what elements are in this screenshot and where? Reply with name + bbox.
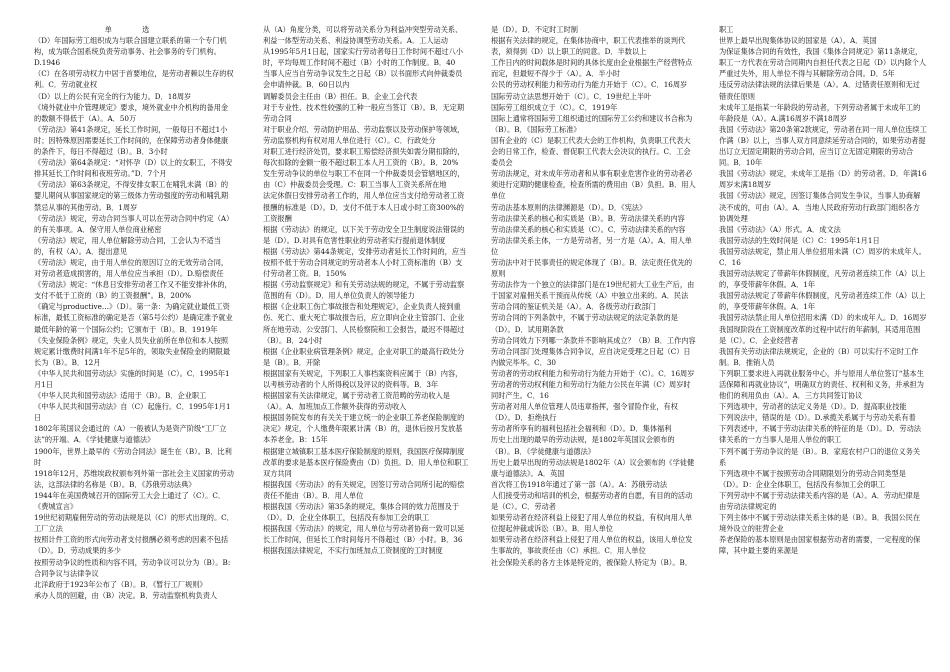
question-item: 职工 [719,25,734,34]
question-item: 劳动法律关系主体，一方是劳动者，另一方是（A）。A．用人单位 [491,235,692,256]
question-item: 劳动合同的鉴证机关是（A）。A．各级劳动行政部门 [491,302,656,312]
question-item: 对于专业性、技术性较强的工种一般应当签订（B）。B．无定期劳动合同 [263,102,465,123]
question-item: 劳动者所享有的福利包括社会福利和（D）。D．集体福利 [491,424,672,434]
question-item: 我国《劳动法》第20条第2款规定，劳动者在同一用人单位连续工作满（B）以上，当事人双方同意续延劳动合同的，如果劳动者提出订立无固定期限的劳动合同，应当订立无固定期限的劳动合同。B．10年 [719,124,927,168]
question-item: 劳动法作为一个独立的法律部门是在19世纪初大工业生产后，由于国家对雇佣关系干预而从传统（A）中独立出来的。A．民法 [491,280,695,301]
question-item: 劳动合同效力下列哪一条款并不影响其成立？（B）B．工作内容 [491,335,696,345]
question-item: 根据《企业职工伤亡事故报告和处理规定》，企业负责人接到重伤、死亡、重大死亡事故报告后，应立即向企业主管部门、企业所在地劳动、公安部门、人民检察院和工会报告，最迟不得超过（B）。B．24小时 [263,302,465,345]
question-item: 下列职工要求进入再就业服务中心，并与原用人单位签订“基本生活保障和再就业协议”，明确双方的责任、权利和义务，并承担为他们的利用负由（A）。A．三方共同签订协议 [719,368,924,401]
question-item: 《失业保险条例》规定，失业人员失业前所在单位和本人按照规定累计缴费时间满1年不足5年的，领取失业保险金的期限最长为（B）。B．12月 [34,335,231,367]
question-item: 劳动合同的下列条款中，不属于劳动法规定的法定条款的是（D）。D．试用期条款 [491,313,678,334]
question-item: 养老保险的基本原则是由国家根据劳动者的需要，一定程度的保障，其中最主要的来源是 [719,535,921,556]
question-item: 《劳动法》规定，由于用人单位的原因订立的无效劳动合同，对劳动者造成损害的，用人单位应当承担（D）。D.赔偿责任 [34,257,229,279]
question-item: 国际上通常将国际劳工组织通过的国际劳工公约和建议书合称为（B）。B．《国际劳工标准》 [491,113,693,134]
text-column-3 [491,24,697,664]
question-item: 对职工进行经济处罚，要求职工赔偿经济损失如需分期扣除的，每次扣除的金额一般不超过职工本人月工资的（B）。B．20% [263,147,465,168]
question-item: 下列选项中不属于按照劳动合同期限划分的劳动合同类型是（D）。D：企业全体职工，包括没有参加工会的职工 [719,468,906,489]
question-item: 如果劳动者在经济利益上侵犯了用人单位的权益，有权向用人单位提起仲裁或诉讼（B）。B．用人单位 [491,513,693,534]
question-item: 劳动者对用人单位管理人员违章指挥，强令冒险作业，有权（D）。D．拒绝执行 [491,402,678,423]
document-title: 单 选 [104,25,164,34]
question-item: 下列不属于劳动争议的是（B）。B．家庭农村户口的退位义务关系 [719,446,921,467]
question-item: 从1995年5月1日起，国家实行劳动者每日工作时间不超过八小时，平均每周工作时间不超过（B）小时的工作制度。B．40 [263,47,463,68]
question-item: 国际劳动立法思想开始于（C）。C．19世纪上半叶 [491,91,652,101]
question-item: 我国劳动法规定了带薪年休假制度，凡劳动者连续工作（A）以上的，享受带薪年休假。A．1年 [719,269,926,290]
question-item: 根据我国《劳动法》的有关规定，因签订劳动合同所引起的赔偿责任不能由（B）。B．用人单位 [263,479,465,500]
question-item: （D）以上的公民有完全的行为能力。D．18周岁 [34,91,192,101]
question-item: 劳动者的劳动权利能力和劳动行为能力公民在年满（C）周岁时同时产生。C．16 [491,380,691,401]
question-item: 人们接受劳动和培训的机会，根据劳动者的自愿，有目的的活动是（C）。C．劳动者 [491,490,693,512]
text-column-2 [263,24,469,664]
question-item: 世界上最早出现集体协议的国家是（A）。A．英国 [719,36,877,46]
question-item: 根据《劳动监察规定》和有关劳动法规的规定，不属于劳动监察范围的有（D）。D．用人单位负责人的领导能力 [263,280,465,301]
question-item: 国际劳工组织成立于（C）。C．1919年 [491,102,618,112]
question-item: 我国劳动法禁止用人单位招用未满（D）的未成年人。D．16周岁 [719,313,927,323]
question-item: 我国劳动法规定了带薪年休假制度，凡劳动者连续工作（A）以上的，享受带薪年休假。A．1年 [719,291,926,312]
question-item: 19世纪初期雇佣劳动的劳动法规是以（C）的形式出现的。C．工厂立法 [34,513,234,534]
question-item: 根据国家有关规定，下列职工人事档案资料应属于（B）内容，以考核劳动者的个人所得税以及评议的资料等。B．3年 [263,368,463,389]
question-item: 1900年，世界上最早的《劳动合同法》诞生在（B）。B．比利时 [34,446,232,467]
question-item: 根据我国法律规定，不实行加班加点工资制度的工时制度 [263,546,443,556]
question-item: 北洋政府于1923年公布了（B）。B．《暂行工厂规则》 [34,579,207,589]
question-item: 《劳动法》第64条规定：“对怀孕（D）以上的女职工，不得安排其延长工作时间和夜班劳动。”D．7个月 [34,158,233,179]
question-item: 劳动者的劳动权利能力和劳动行为能力开始于（C）。C．16周岁 [491,368,695,378]
question-item: 国有企业的（C）是职工代表大会的工作机构，负责职工代表大会的日常工作，检查、督促职工代表大会决议的执行。C．工会委员会 [491,135,691,168]
question-item: 当事人应当自劳动争议发生之日起（B）以书面形式向仲裁委员会申请仲裁。B．60日以内 [263,69,463,90]
question-item: 劳动法基本原则的法律渊源是（D）。D．《宪法》 [491,202,647,212]
text-column-1 [34,24,234,664]
question-item: 调解委员会主任由（B）担任。B．企业工会代表 [263,91,418,101]
question-item: 下列选项中，劳动者的法定义务是（D）。D．提高职业技能 [719,402,907,412]
question-item: 《中华人民共和国劳动法》实施的时间是（C）。C．1995年1月1日 [34,368,230,389]
question-item: 公民的劳动权利能力和劳动行为能力开始于（C）。C．16周岁 [491,80,688,90]
question-item: 我国有关劳动法律法规规定，企业的（B）可以实行不定时工作制。B．推销人员 [719,346,919,367]
question-item: 下列表述中，不属于劳动法律关系的特征的是（D）。D．劳动法律关系的一方当事人是用人单位的职工 [719,424,921,445]
question-item: 1918年12月，苏维埃政权颁布列外第一部社会主义国家的劳动法，这部法律的名称是（B）。B．《苏俄劳动法典》 [34,468,234,489]
question-item: 劳动法律关系的核心和实质是（B）。B．劳动法律关系的内容 [491,213,685,223]
question-item: 我国《劳动法》规定，未成年工是指（D）的劳动者。D．年满16周岁未满18周岁 [719,169,927,190]
question-item: 《境外就业中介管理规定》要求，境外就业中介机构的备用金的数额不得低于（A）。A．50万 [34,102,229,123]
question-item: 违反劳动法律法规的法律后果是（A）。A．过错责任原则和无过错责任原则 [719,80,920,101]
question-item: 《劳动法》规定：“休息日安排劳动者工作又不能安排补休的，支付不低于工资的（B）的工资报酬”。B．200% [34,280,232,301]
question-item: 根据我国《劳动法》的规定，用人单位与劳动者协商一致可以延长工作时间，但延长工作时间每月不得超过（B）小时。B．36 [263,524,465,545]
question-item: 工作日内的时间载体是时间的具体长度由企业根据生产经营特点而定，但最短不得少于（A）。A．半小时 [491,58,693,79]
question-item: 历史上最早出现的劳动法规是1802年（A）议会颁布的《学徒健康与道德法》。A．英国 [491,457,695,478]
question-item: 《劳动法》规定，劳动合同当事人可以在劳动合同中约定（A）的有关事项。A．保守用人单位商业秘密 [34,213,234,234]
question-item: （C）在各项劳动权力中居于首要地位，是劳动者赖以生存的权利。C．劳动就业权 [34,69,234,90]
question-item: 发生劳动争议的单位与职工不在同一个仲裁委员会管辖地区的，由（C）仲裁委员会受理。C：职工当事人工资关系所在地 [263,169,465,190]
question-item: 下列说法中，错误的是（D）。D.承揽关系属于与劳动关系有着 [719,413,916,423]
question-item: （D）年国际劳工组织成为与联合国建立联系的第一个专门机构，成为联合国系统负责劳动事务、社会事务的专门机构。D.1946 [34,36,227,68]
question-item: 根据《劳动法》第44条规定，安排劳动者延长工作时间的，应当按照不低于劳动合同规定的劳动者本人小时工资标准的（B）支付劳动者工资。B．150% [263,246,467,279]
question-item: 法定休假日安排劳动者工作的，用人单位应当支付给劳动者工资报酬的标准是（D）。D．支付不低于本人日或小时工资300%的工资报酬 [263,191,465,223]
question-item: 根据有关法律的规定，在集体协商中，职工代表推举的谈判代表，须得到（D）以上职工的同意。D．半数以上 [491,36,686,57]
question-item: 根据我国《劳动法》第35条的规定，集体合同的效力范围及于（D）。D．企业全体职工，包括没有参加工会的职工 [263,502,460,523]
question-item: 劳动法律关系的核心和实质是（C）。C．劳动法律关系的内容 [491,224,686,234]
question-item: 《确定与productive…》（D）。第一条：为确定就业最低工资标准，最低工资标准的确定是否（第5号公约）是确定准予就业最低年龄的第一个国际公约；它颁布于（B）。B．1919年 [34,302,233,334]
question-item: 劳动合同部门处理集体合同争议，应自决定受理之日起（C）日内做完毕毕。C．30 [491,346,691,367]
question-item: 承办人员的回避，由（B）决定。B．劳动监察机构负责人 [34,590,218,600]
question-item: 下列主体中不属于劳动法律关系主体的是（B）。B．我国公民在境外设立的驻营企业 [719,513,921,534]
question-item: 《劳动法》规定，用人单位解除劳动合同，工会认为不适当的，有权（A）。A．提出意见 [34,235,221,256]
question-item: 按照劳动争议的性质和内容不同，劳动争议可以分为（B）。B:合同争议与法律争议 [34,557,231,578]
question-item: 《劳动法》第41条规定，延长工作时间，一般每日不超过1小时；因特殊原因需要延长工作时间的，在保障劳动者身体健康的条件下，每日不得超过（B）。B．3小时 [34,124,229,157]
question-item: 如果劳动者在经济利益上侵犯了用人单位的权益，该用人单位发生事故的，事故责任由（C）承担。C．用人单位 [491,535,693,556]
question-item: 我国现阶段在工资制度改革的过程中试行的年薪制，其适用范围是（C）。C．企业经营者 [719,324,921,345]
question-item: 下列劳动中不属于劳动法律关系内容的是（A）。A．劳动纪律是由劳动法律规定的 [719,490,920,512]
question-item: 历史上出现的最早的劳动法规，是1802年英国议会颁布的（B）。B．《学徒健康与道德法》 [491,435,675,456]
question-item: 我国《劳动法》（A）形式。A．成文法 [719,224,841,234]
text-column-4 [719,24,927,664]
question-item: 根据《企业职业病管理条例》规定，企业对职工的最高行政处分是（B）。B．开除 [263,346,465,367]
question-item: 我国劳动法的生效时间是（C）C：1995年1月1日 [719,235,880,245]
question-item: 是（D）。D．不定时工时制 [491,25,578,34]
question-item: 对于职业介绍、劳动防护用品、劳动监察以及劳动保护等领域，劳动监察机构有权对用人单位进行（C）。C．行政处分 [263,124,465,145]
question-item: 根据国家有关法律规定，属于劳动者工资范畴的劳动收入是（A）。A．加班加点工作额外获得的劳动收入 [263,391,450,412]
question-item: 劳动法规定，对未成年劳动者和从事有职业危害作业的劳动者必须进行定期的健康检查，检查所需的费用由（B）负担。B．用人单位 [491,169,696,201]
question-item: 社会保险关系的各方主体是特定的，被保险人特定为（B）。B． [491,557,693,567]
question-item: 根据建立城镇职工基本医疗保险制度的原则，我国医疗保障制度改革的要求是基本医疗保险费由（D）负担。D．用人单位和职工双方共同 [263,446,469,478]
question-item: 根据国务院发布的有关关于建立统一的企业职工养老保险制度的决定》规定，个人缴费年限累计满（B）的，退休后按月发放基本养老金。B：15年 [263,413,465,445]
question-item: 1944年在美国费城召开的国际劳工大会上通过了（C）。C．《费城宣言》 [34,490,226,512]
question-item: 首次将工伤1918年通过了第一部（A）。A：苏俄劳动法 [491,479,668,489]
question-item: 为保证集体合同的有效性，我国《集体合同规定》第11条规定，职工一方代表在劳动合同期内自担任代表之日起（D）以内除个人严重过失外，用人单位不得与其解除劳动合同。D．5年 [719,47,927,79]
question-item: 劳动法中对于民事责任的规定体现了（B）。B．法定责任优先的原则 [491,257,693,279]
question-item: 我国《劳动法》规定，因签订集体合同发生争议，当事人协商解决不成的，可由（A）。A．当地人民政府劳动行政部门组织各方协调处理 [719,191,921,223]
question-item: 根据《劳动法》的规定，以下关于劳动安全卫生制度说法错误的是（D）。D.对具有危害性职业的劳动者实行提前退休制度 [263,224,465,245]
question-item: 《劳动法》第63条规定，不得安排女职工在哺乳未满（B）的婴儿期间从事国家规定的第三级体力劳动强度的劳动和哺乳期禁忌从事的其他劳动。B．1周岁 [34,180,229,212]
question-item: 《中华人民共和国劳动法》自（C）起施行。C．1995年1月1日 [34,402,231,423]
question-item: 我国劳动法规定，禁止用人单位招用未满（C）周岁的未成年人。C．16 [719,246,926,267]
question-item: 《中华人民共和国劳动法》适用于（B）。B．企业职工 [34,391,207,401]
question-item: 未成年工是指某一年龄段的劳动者，下列劳动者属于未成年工的年龄段是（A）。A.满16周岁不满18周岁 [719,102,921,123]
question-item: 1802年英国议会通过的（A）一般被认为是资产阶级“工厂立法”的开端。A．《学徒健康与道德法》 [34,424,227,445]
question-item: 按照计件工资的形式向劳动者支付报酬必须考虑的因素不包括（D）。D．劳动成果的多少 [34,535,229,556]
question-item: 从（A）角度分类，可以将劳动关系分为利益冲突型劳动关系、利益一体型劳动关系、利益协调型劳动关系。A．工人运动 [263,25,463,46]
